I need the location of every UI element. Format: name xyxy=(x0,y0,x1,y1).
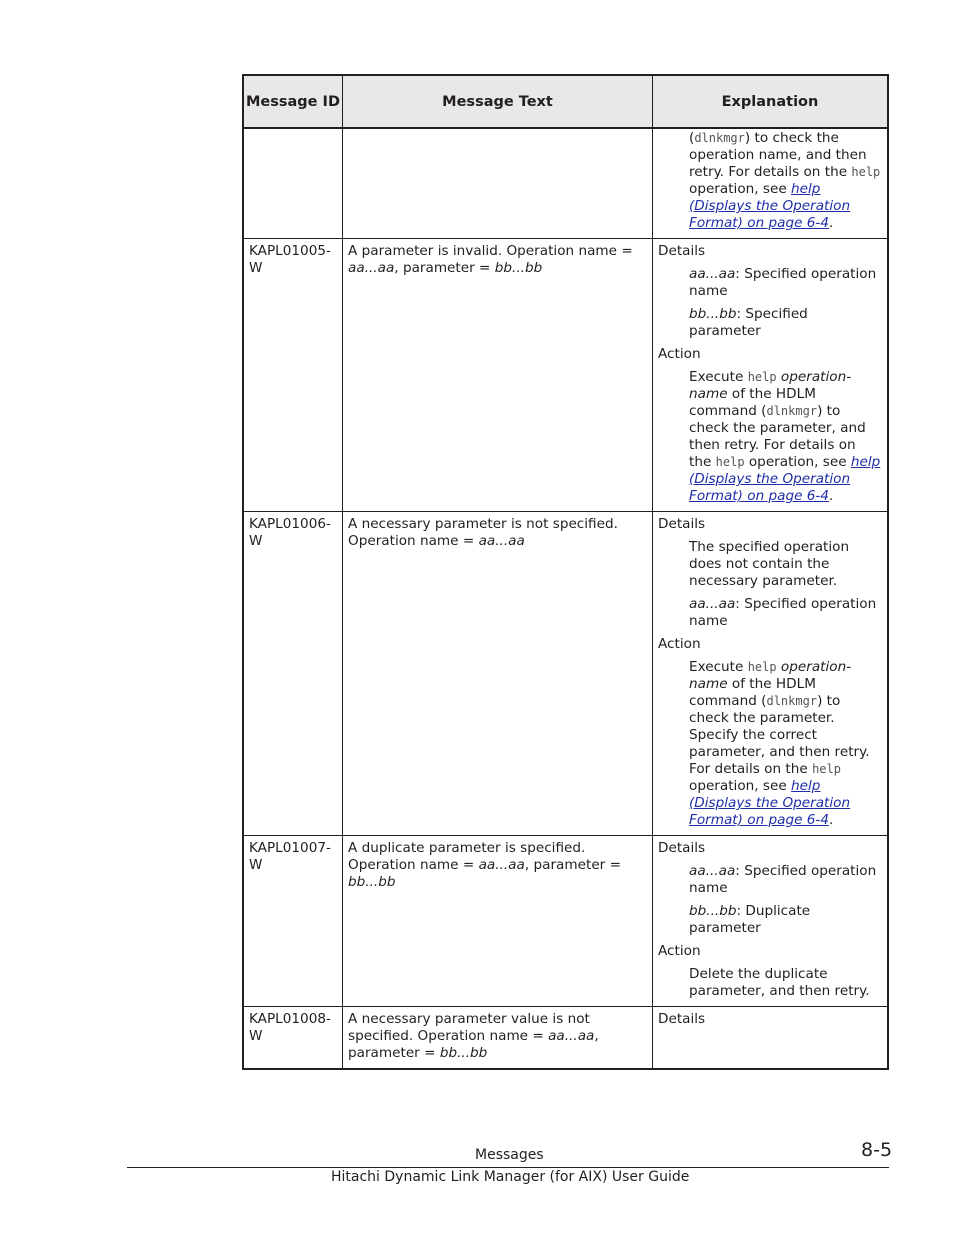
action-text: Execute help operation-name of the HDLM command (dlnkmgr) to check the parameter, and then retry. For details on the help operation, see help (Displays the Operation Format) on page 6-4. xyxy=(689,369,881,504)
details-item: aa...aa: Specified operation name xyxy=(689,596,877,629)
page-number: 8-5 xyxy=(861,1139,893,1161)
message-text-cell: A necessary parameter value is not specified. Operation name = aa...aa, parameter = bb...bb xyxy=(343,1007,653,1068)
details-label: Details xyxy=(658,243,706,259)
details-label: Details xyxy=(658,516,706,532)
details-label: Details xyxy=(658,840,706,856)
header-message-id: Message ID xyxy=(244,76,343,127)
message-text-cell: A duplicate parameter is specified. Operation name = aa...aa, parameter = bb...bb xyxy=(343,836,653,1006)
details-item: bb...bb: Specified parameter xyxy=(689,306,808,339)
action-text: Delete the duplicate parameter, and then retry. xyxy=(689,966,870,999)
message-id-cell: KAPL01007-W xyxy=(244,836,343,1006)
details-item: The specified operation does not contain the necessary parameter. xyxy=(689,539,850,589)
explanation-cell xyxy=(653,836,887,1006)
table-row xyxy=(244,836,887,1007)
explanation-cell xyxy=(653,239,887,511)
details-label: Details xyxy=(658,1011,706,1027)
action-text: (dlnkmgr) to check the operation name, and then retry. For details on the help operation, see help (Displays the Operation Format) on page 6-4. xyxy=(689,130,881,231)
action-label: Action xyxy=(658,346,701,362)
footer-section-title: Messages xyxy=(475,1147,544,1163)
message-id-cell: KAPL01005-W xyxy=(244,239,343,511)
explanation-cell xyxy=(653,512,887,835)
table-row-continued xyxy=(244,129,887,239)
message-id-cell xyxy=(244,129,343,238)
header-explanation: Explanation xyxy=(721,93,819,110)
table-row xyxy=(244,239,887,512)
help-link[interactable]: help (Displays the Operation Format) on page 6-4 xyxy=(689,778,851,828)
explanation-cell xyxy=(653,129,887,238)
message-text-cell: A necessary parameter is not specified. Operation name = aa...aa xyxy=(343,512,653,835)
message-text-cell xyxy=(343,129,653,238)
table-row xyxy=(244,512,887,836)
footer-guide-title: Hitachi Dynamic Link Manager (for AIX) User Guide xyxy=(331,1169,690,1185)
footer-divider xyxy=(127,1167,889,1168)
operation-name: help xyxy=(851,165,881,179)
action-text: Execute help operation-name of the HDLM command (dlnkmgr) to check the parameter. Specify the correct parameter, and then retry. For details on the help operation, see help (Displays the Operation Format) on page 6-4. xyxy=(689,659,870,828)
command-name: dlnkmgr xyxy=(694,131,745,145)
help-link[interactable]: help (Displays the Operation Format) on page 6-4 xyxy=(689,454,881,504)
header-message-text: Message Text xyxy=(343,76,653,127)
details-item: aa...aa: Specified operation name xyxy=(689,863,877,896)
action-label: Action xyxy=(658,636,701,652)
explanation-cell xyxy=(653,1007,887,1068)
details-item: bb...bb: Duplicate parameter xyxy=(689,903,811,936)
message-id-cell: KAPL01006-W xyxy=(244,512,343,835)
table-row xyxy=(244,1007,887,1068)
message-text-cell: A parameter is invalid. Operation name = aa...aa, parameter = bb...bb xyxy=(343,239,653,511)
details-item: aa...aa: Specified operation name xyxy=(689,266,877,299)
table-header xyxy=(244,76,887,129)
action-label: Action xyxy=(658,943,701,959)
message-id-cell: KAPL01008-W xyxy=(244,1007,343,1068)
help-link[interactable]: help (Displays the Operation Format) on page 6-4 xyxy=(689,181,851,231)
messages-table xyxy=(242,74,889,1070)
